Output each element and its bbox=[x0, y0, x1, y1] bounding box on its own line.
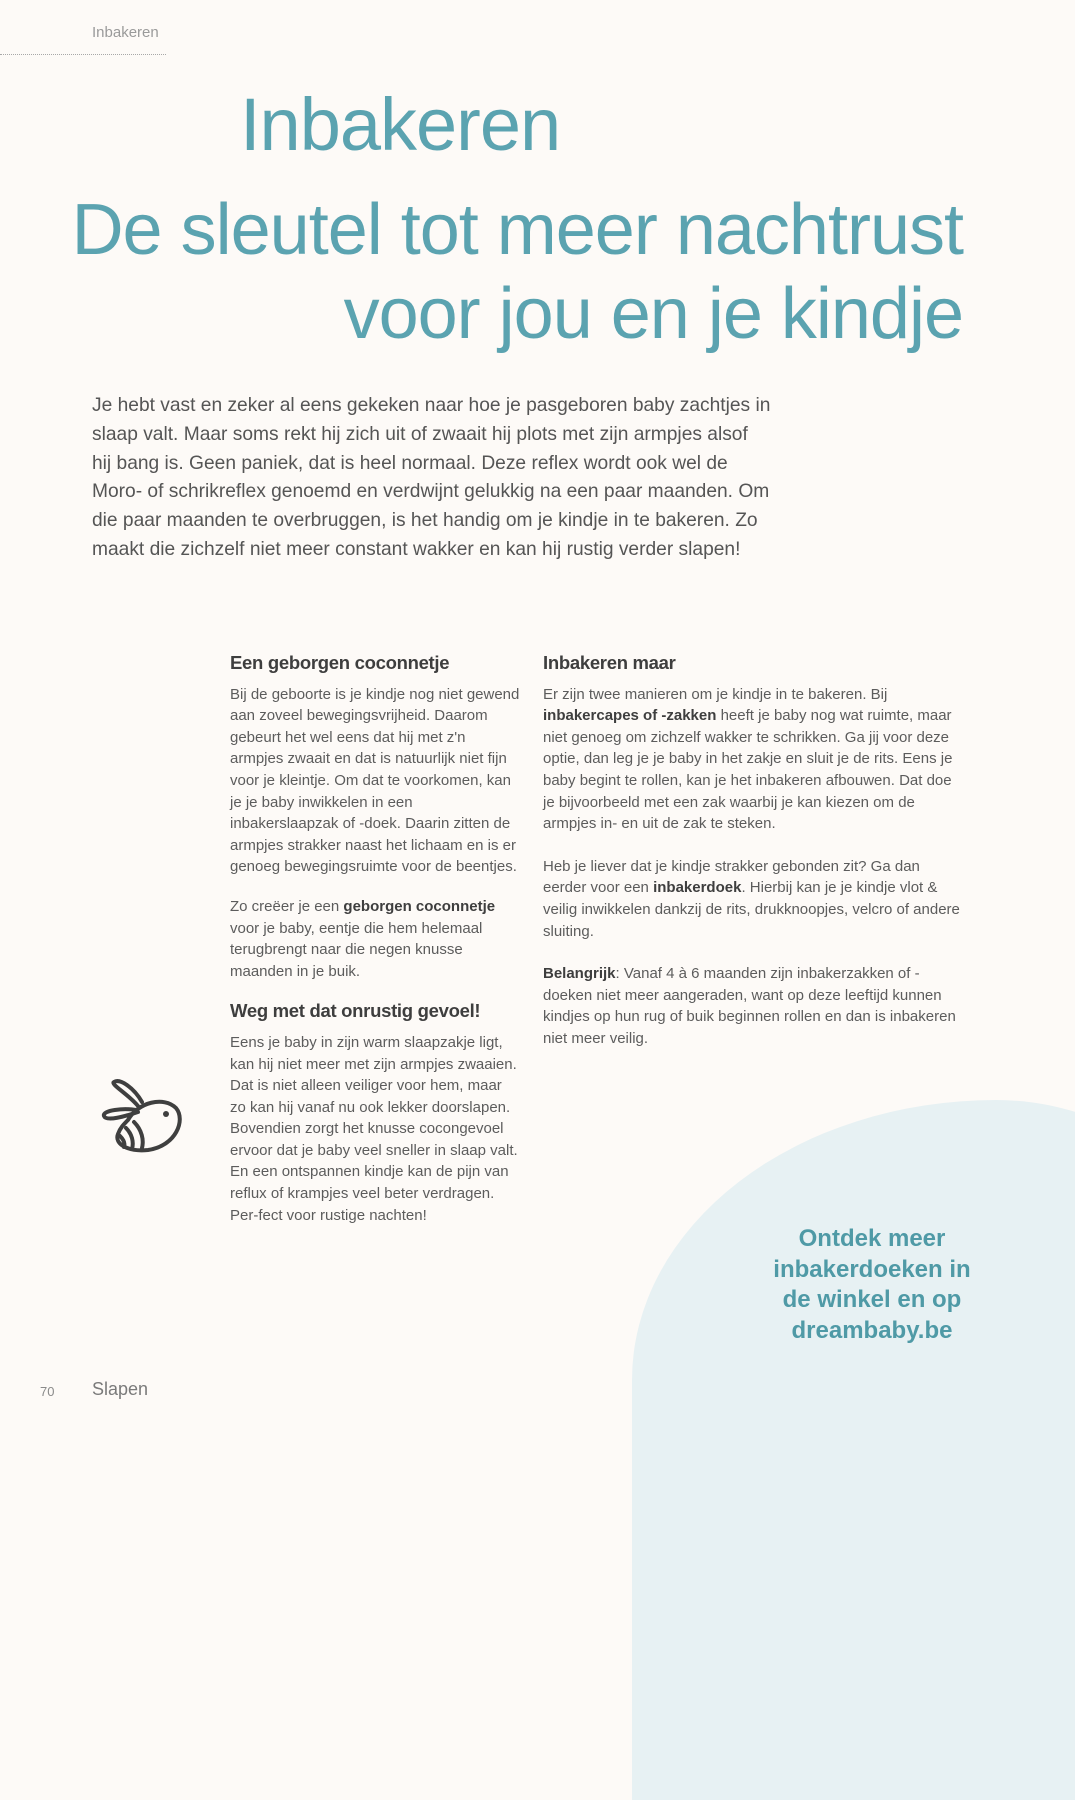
section2-paragraph-1: Eens je baby in zijn warm slaapzakje ligt, kan hij niet meer met zijn armpjes zwaaien. Dat is niet alleen veiliger voor hem, maar zo kan hij vanaf nu ook lekker doorslapen. Bovendien zorgt het knusse cocongevoel ervoor dat je baby veel sneller in slaap valt. En een ontspannen kindje kan de pijn van reflux of krampjes veel beter verdragen. Per-fect voor rustige nachten! bbox=[230, 1033, 518, 1224]
text-run: heeft je baby nog wat ruimte, maar niet genoeg om zichzelf wakker te schrikken. Ga jij voor deze optie, dan leg je je baby in het zakje en sluit je de rits. Eens je baby begint te rollen, kan je het inbakeren afbouwen. Dat doe je bijvoorbeeld met een zak waarbij je kan kiezen om de armpjes in- en uit de zak te steken. bbox=[543, 707, 953, 833]
right-paragraph-important bbox=[543, 963, 963, 1049]
text-run: Heb je liever dat je kindje strakker gebonden zit? Ga dan eerder voor een bbox=[543, 857, 920, 897]
text-run: : Vanaf 4 à 6 maanden zijn inbakerzakken of -doeken niet meer aangeraden, want op deze leeftijd kunnen kindjes op hun rug of buik beginnen rollen en dan is inbakeren niet meer veilig. bbox=[543, 965, 956, 1047]
text-run: voor je baby, eentje die hem helemaal terugbrengt naar die negen knusse maanden in je buik. bbox=[230, 919, 483, 980]
page-title: Inbakeren bbox=[240, 83, 561, 166]
page-number: 70 bbox=[40, 1384, 55, 1399]
cta-background-shape bbox=[632, 1100, 1075, 1800]
bold-text: Belangrijk bbox=[543, 965, 616, 983]
page-subtitle bbox=[72, 188, 963, 356]
running-head-divider bbox=[0, 54, 166, 55]
bee-icon bbox=[98, 1076, 186, 1158]
footer-section-name: Slapen bbox=[92, 1379, 149, 1399]
subtitle-line-2: voor jou en je kindje bbox=[343, 274, 963, 354]
cta-dreambaby-link[interactable]: Ontdek meer inbakerdoeken in de winkel en op dreambaby.be bbox=[773, 1225, 971, 1344]
section-heading-geborgen-coconnetje: Een geborgen coconnetje bbox=[230, 652, 450, 673]
text-run: Er zijn twee manieren om je kindje in te bakeren. Bij bbox=[543, 685, 888, 703]
right-paragraph-1 bbox=[543, 684, 963, 835]
section1-paragraph-2 bbox=[230, 896, 520, 982]
intro-paragraph: Je hebt vast en zeker al eens gekeken naar hoe je pasgeboren baby zachtjes in slaap valt. Maar soms rekt hij zich uit of zwaait hij plots met zijn armpjes alsof hij bang is. Geen paniek, dat is heel normaal. Deze reflex wordt ook wel de Moro- of schrikreflex genoemd en verdwijnt gelukkig na een paar maanden. Om die paar maanden te overbruggen, is het handig om je kindje in te bakeren. Zo maakt die zichzelf niet meer constant wakker en kan hij rustig verder slapen! bbox=[92, 395, 771, 560]
text-run: Zo creëer je een bbox=[230, 897, 344, 915]
right-column bbox=[543, 652, 963, 1071]
section-heading-inbakeren-maar: Inbakeren maar bbox=[543, 652, 676, 673]
running-head: Inbakeren bbox=[92, 24, 159, 41]
bold-text: inbakerdoek bbox=[653, 879, 742, 897]
left-column bbox=[230, 652, 520, 1244]
right-paragraph-2 bbox=[543, 856, 963, 942]
bold-text: inbakercapes of -zakken bbox=[543, 707, 717, 725]
bold-text: geborgen coconnetje bbox=[343, 897, 496, 915]
section-heading-onrustig-gevoel: Weg met dat onrustig gevoel! bbox=[230, 1000, 481, 1022]
text-run: . Hierbij kan je je kindje vlot & veilig inwikkelen dankzij de rits, drukknoopjes, velcro of andere sluiting. bbox=[543, 879, 960, 940]
subtitle-line-1: De sleutel tot meer nachtrust bbox=[71, 190, 963, 270]
section1-paragraph-1: Bij de geboorte is je kindje nog niet gewend aan zoveel bewegingsvrijheid. Daarom gebeurt het wel eens dat hij met z'n armpjes zwaait en dat is natuurlijk niet fijn voor je kleintje. Om dat te voorkomen, kan je je baby inwikkelen in een inbakerslaapzak of -doek. Daarin zitten de armpjes strakker naast het lichaam en is er genoeg bewegingsruimte voor de beentjes. bbox=[230, 685, 520, 876]
